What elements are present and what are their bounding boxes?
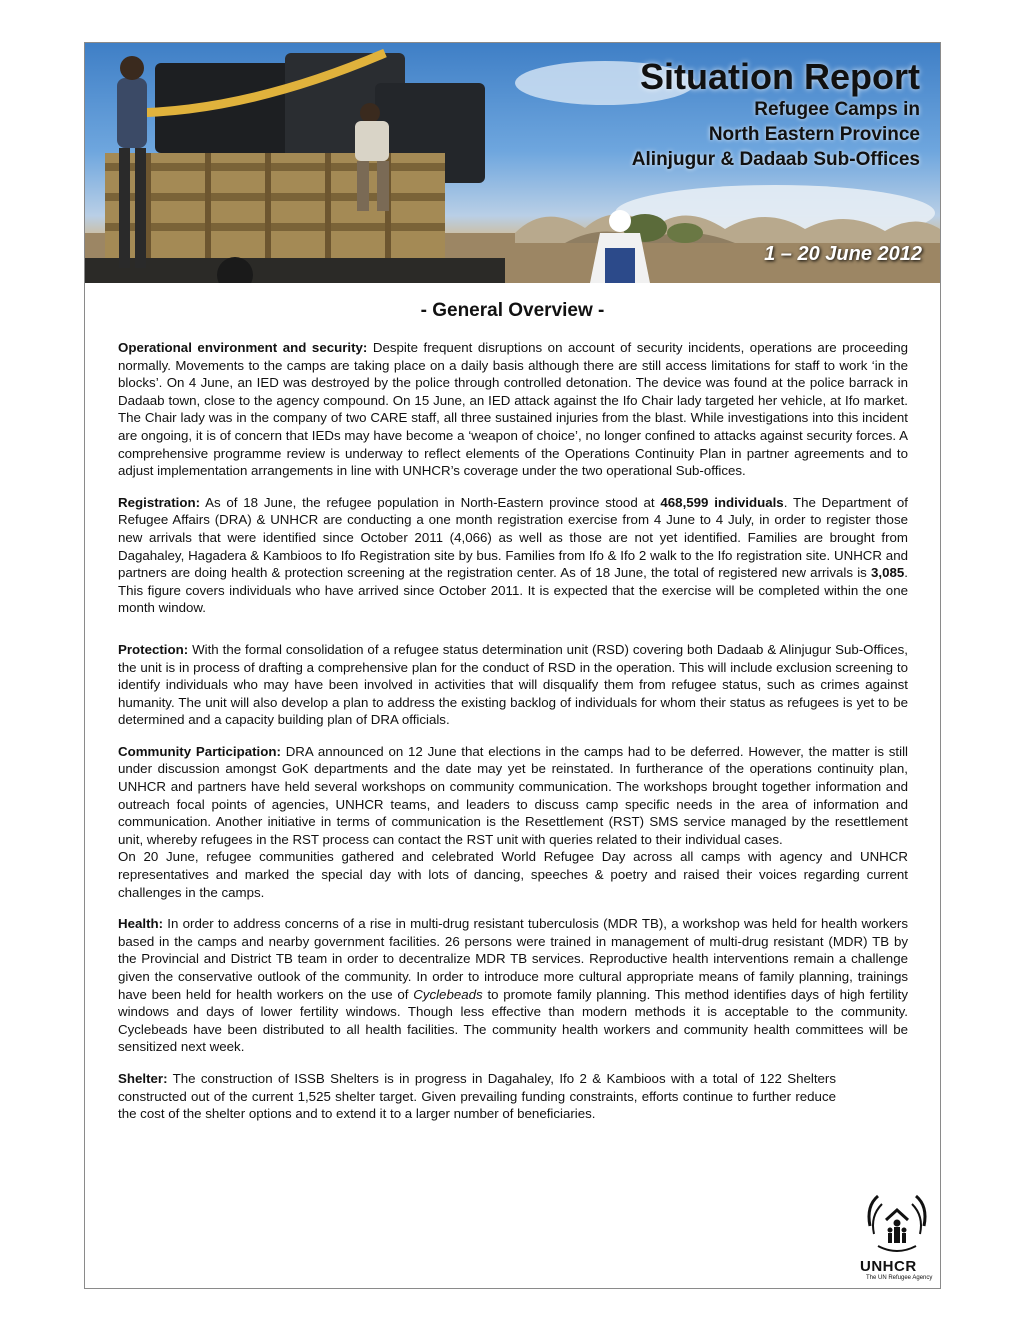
section-text: DRA announced on 12 June that elections in the camps had to be deferred. However, the matter is still under discussion amongst GoK departments and the date may yet be reinstated. In furtherance of the operations continuity plan, UNHCR and partners have held several workshops on community communication. The workshops brought together information and outreach focal points of agencies, UNHCR teams, and leaders to discuss camp specific needs in the area of information and communication. Another initiative in terms of communication is the Resettlement (RST) SMS service managed by the resettlement unit, whereby refugees in the RST process can contact the RST unit with queries related to their individual cases. (118, 743, 908, 847)
section-protection (118, 641, 908, 729)
report-title: Situation Report (640, 56, 920, 97)
section-registration (118, 494, 908, 617)
section-text: to promote family planning. This method identifies days of high fertility windows and days of lower fertility windows. Though less effective than modern methods it is acceptable to the community. Cyclebeads have been distributed to all health facilities. The community health workers and community health committees will be sensitized next week. (118, 986, 908, 1055)
section-label: Community Participation: (118, 743, 281, 759)
unhcr-emblem-icon (856, 1186, 938, 1258)
section-text: . The Department of Refugee Affairs (DRA) & UNHCR are conducting a one month registration exercise from 4 June to 4 July, in order to register those new arrivals that were identified since October 2011 (4,066) as well as those are not yet identified. Families are brought from Dagahaley, Hagadera & Kambioos to Ifo Registration site by bus. Families from Ifo & Ifo 2 walk to the Ifo registration site. UNHCR and partners are doing health & protection screening at the registration center. As of 18 June, the total of registered new arrivals is (118, 494, 908, 581)
new-arrivals-figure: 3,085 (871, 565, 905, 581)
report-subtitle-line-1: Refugee Camps in (754, 99, 920, 120)
report-title-block (632, 57, 920, 172)
section-label: Health: (118, 916, 164, 932)
report-page (84, 42, 941, 1289)
unhcr-logo (856, 1186, 938, 1286)
section-text: On 20 June, refugee communities gathered and celebrated World Refugee Day across all camps with agency and UNHCR representatives and marked the special day with lots of dancing, speeches & poetry and raised their voices regarding current challenges in the camps. (118, 849, 908, 900)
section-label: Shelter: (118, 1070, 168, 1086)
section-health (118, 915, 908, 1056)
general-overview-heading: - General Overview - (420, 300, 605, 321)
population-figure: 468,599 individuals (660, 494, 784, 510)
section-label: Protection: (118, 641, 189, 657)
section-text: The construction of ISSB Shelters is in progress in Dagahaley, Ifo 2 & Kambioos with a total of 122 Shelters constructed out of the current 1,525 shelter target. Given prevailing funding constraints, efforts continue to further reduce the cost of the shelter options and to extend it to a larger number of beneficiaries. (118, 1070, 836, 1122)
report-subtitle-line-3: Alinjugur & Dadaab Sub-Offices (631, 149, 920, 170)
section-operational-environment (118, 339, 908, 480)
section-text: With the formal consolidation of a refugee status determination unit (RSD) covering both Dadaab & Alinjugur Sub-Offices, the unit is in process of drafting a comprehensive plan for the conduct of RSD in the operation. This will include exclusion screening to identify individuals who may have been involved in activities that will disqualify them from refugee status, such as crimes against humanity. The unit will also develop a plan to address the existing backlog of individuals for whom their status as refugees is yet to be determined and a capacity building plan of DRA officials. (118, 641, 908, 728)
header-banner-photo (85, 43, 940, 283)
section-label: Operational environment and security: (118, 340, 368, 355)
report-subtitle-line-2: North Eastern Province (708, 124, 920, 145)
report-body (118, 339, 908, 1123)
section-text: As of 18 June, the refugee population in North-Eastern province stood at (200, 494, 661, 510)
cyclebeads-term: Cyclebeads (413, 986, 483, 1002)
section-text: In order to address concerns of a rise in multi-drug resistant tuberculosis (MDR TB), a workshop was held for health workers based in the camps and nearby government facilities. 26 persons were trained in management of multi-drug resistant (MDR) TB by the Provincial and District TB team in order to decentralize MDR TB services. Reproductive health interventions remain a challenge given the conservative outlook of the community. In order to introduce more cultural appropriate means of family planning, trainings have been held for health workers on the use of (118, 916, 908, 1002)
section-text: . This figure covers individuals who have arrived since October 2011. It is expected that the exercise will be completed within the one month window. (118, 565, 908, 616)
section-text: Despite frequent disruptions on account of security incidents, operations are proceeding normally. Movements to the camps are taking place on a daily basis although there are still access limitations for staff to work ‘in the blocks’. On 4 June, an IED was destroyed by the police through controlled detonation. The device was found at the police barrack in Dadaab town, close to the agency compound. On 15 June, an IED attack against the Ifo Chair lady targeted her vehicle, at Ifo market. The Chair lady was in the company of two CARE staff, all three sustained injuries from the blast. While investigations into this incident are ongoing, it is of concern that IEDs may have become a ‘weapon of choice’, no longer confined to attacks against security forces. A comprehensive programme review is underway to reflect elements of the Operations Continuity Plan in partner agreements and to adjust implementation arrangements in line with UNHCR’s coverage under the two operational Sub-offices. (118, 340, 908, 479)
section-label: Registration: (118, 494, 201, 510)
unhcr-tagline: The UN Refugee Agency (866, 1275, 933, 1281)
section-shelter (118, 1070, 836, 1123)
report-date-range: 1 – 20 June 2012 (764, 243, 922, 265)
section-community-participation (118, 743, 908, 901)
unhcr-wordmark: UNHCR (860, 1258, 917, 1275)
